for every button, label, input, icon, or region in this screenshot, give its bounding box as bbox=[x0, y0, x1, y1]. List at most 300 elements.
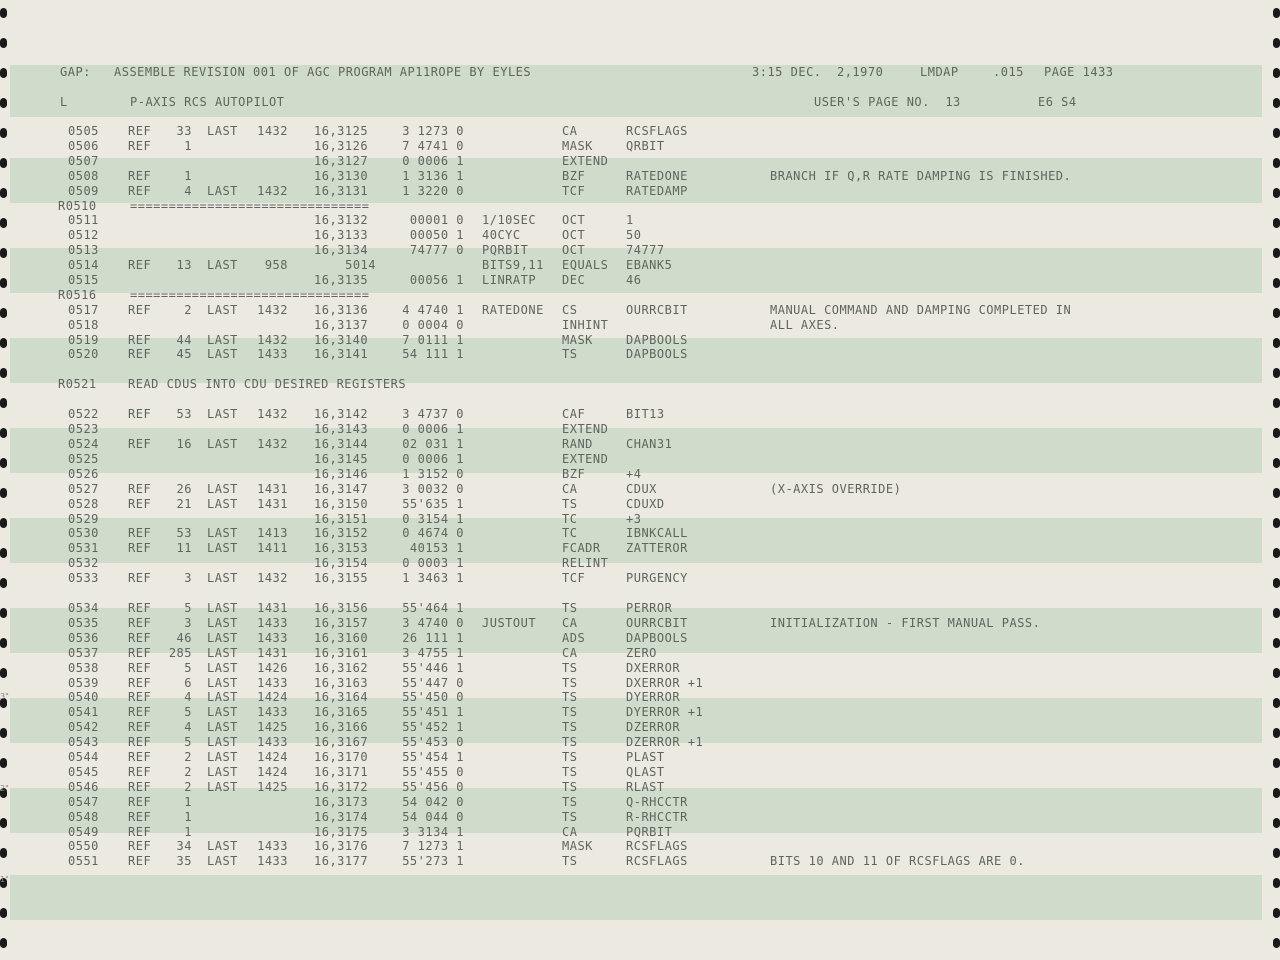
operand: R-RHCCTR bbox=[626, 810, 688, 824]
operand: RATEDAMP bbox=[626, 184, 688, 198]
line-number: 0511 bbox=[68, 213, 99, 227]
line-number: 0535 bbox=[68, 616, 99, 630]
address: 16,3157 bbox=[314, 616, 369, 630]
ref-label: REF bbox=[128, 690, 152, 704]
last-page: 1433 bbox=[257, 347, 288, 361]
last-page: 1413 bbox=[257, 526, 288, 540]
address: 16,3136 bbox=[314, 303, 369, 317]
operand: DYERROR bbox=[626, 690, 681, 704]
ref-label: REF bbox=[128, 541, 152, 555]
octal-code: 54 044 0 bbox=[402, 810, 464, 824]
ref-count: 13 bbox=[176, 258, 192, 272]
ref-count: 3 bbox=[184, 616, 192, 630]
opcode: BZF bbox=[562, 467, 586, 481]
ref-count: 16 bbox=[176, 437, 192, 451]
listing-row bbox=[0, 154, 1280, 169]
listing-row bbox=[0, 318, 1280, 333]
address: 16,3131 bbox=[314, 184, 369, 198]
margin-mark: 2" bbox=[0, 784, 9, 793]
tractor-hole bbox=[0, 938, 7, 948]
line-number: R0521 bbox=[58, 377, 97, 391]
octal-code: 1 3463 1 bbox=[402, 571, 464, 585]
opcode: TS bbox=[562, 810, 578, 824]
opcode: TS bbox=[562, 690, 578, 704]
address: 16,3137 bbox=[314, 318, 369, 332]
users-page-number: USER'S PAGE NO. 13 bbox=[814, 95, 961, 109]
opcode: EXTEND bbox=[562, 422, 609, 436]
line-number: 0507 bbox=[68, 154, 99, 168]
opcode: OCT bbox=[562, 213, 586, 227]
ref-count: 2 bbox=[184, 765, 192, 779]
line-number: 0526 bbox=[68, 467, 99, 481]
address: 16,3134 bbox=[314, 243, 369, 257]
opcode: TCF bbox=[562, 184, 586, 198]
ref-count: 44 bbox=[176, 333, 192, 347]
comment: BRANCH IF Q,R RATE DAMPING IS FINISHED. bbox=[770, 169, 1072, 183]
listing-row bbox=[0, 258, 1280, 273]
operand: RCSFLAGS bbox=[626, 854, 688, 868]
opcode: MASK bbox=[562, 139, 593, 153]
opcode: TS bbox=[562, 347, 578, 361]
last-label: LAST bbox=[207, 690, 238, 704]
operand: 46 bbox=[626, 273, 642, 287]
gap-label: GAP: bbox=[60, 65, 91, 79]
octal-code: 54 042 0 bbox=[402, 795, 464, 809]
line-number: 0515 bbox=[68, 273, 99, 287]
ref-count: 5 bbox=[184, 705, 192, 719]
octal-code: 55'453 0 bbox=[402, 735, 464, 749]
octal-code: 1 3136 1 bbox=[402, 169, 464, 183]
address: 16,3133 bbox=[314, 228, 369, 242]
address: 16,3156 bbox=[314, 601, 369, 615]
ref-label: REF bbox=[128, 839, 152, 853]
listing-row bbox=[0, 452, 1280, 467]
section-code: E6 S4 bbox=[1038, 95, 1077, 109]
operand: Q-RHCCTR bbox=[626, 795, 688, 809]
ref-label: REF bbox=[128, 810, 152, 824]
opcode: CAF bbox=[562, 407, 586, 421]
comment: BITS 10 AND 11 OF RCSFLAGS ARE 0. bbox=[770, 854, 1025, 868]
ref-label: REF bbox=[128, 437, 152, 451]
last-page: 1432 bbox=[257, 333, 288, 347]
ref-label: REF bbox=[128, 616, 152, 630]
opcode: RAND bbox=[562, 437, 593, 451]
ref-label: REF bbox=[128, 765, 152, 779]
tractor-hole bbox=[1273, 938, 1280, 948]
octal-code: 54 111 1 bbox=[402, 347, 464, 361]
octal-code: 0 0006 1 bbox=[402, 154, 464, 168]
log-code: L bbox=[60, 95, 68, 109]
address: 16,3161 bbox=[314, 646, 369, 660]
ref-count: 11 bbox=[176, 541, 192, 555]
address: 16,3145 bbox=[314, 452, 369, 466]
listing-row bbox=[0, 825, 1280, 840]
last-label: LAST bbox=[207, 676, 238, 690]
octal-code: 55'446 1 bbox=[402, 661, 464, 675]
listing-row bbox=[0, 854, 1280, 869]
octal-code: 1 3152 0 bbox=[402, 467, 464, 481]
last-page: 1432 bbox=[257, 437, 288, 451]
tractor-hole bbox=[0, 908, 7, 918]
last-page: 1432 bbox=[257, 571, 288, 585]
margin-mark: 1" bbox=[0, 875, 9, 884]
opcode: CA bbox=[562, 124, 578, 138]
ref-label: REF bbox=[128, 705, 152, 719]
line-number: 0533 bbox=[68, 571, 99, 585]
ref-count: 35 bbox=[176, 854, 192, 868]
ref-count: 1 bbox=[184, 139, 192, 153]
opcode: CS bbox=[562, 303, 578, 317]
ref-label: REF bbox=[128, 661, 152, 675]
opcode: OCT bbox=[562, 228, 586, 242]
line-number: 0549 bbox=[68, 825, 99, 839]
last-page: 1433 bbox=[257, 839, 288, 853]
opcode: DEC bbox=[562, 273, 586, 287]
line-number: 0538 bbox=[68, 661, 99, 675]
operand: OURRCBIT bbox=[626, 303, 688, 317]
symbol-label: BITS9,11 bbox=[482, 258, 544, 272]
opcode: TS bbox=[562, 780, 578, 794]
last-page: 1431 bbox=[257, 601, 288, 615]
listing-row bbox=[0, 497, 1280, 512]
ref-label: REF bbox=[128, 526, 152, 540]
tractor-hole bbox=[1273, 908, 1280, 918]
octal-code: 55'447 0 bbox=[402, 676, 464, 690]
listing-row bbox=[0, 303, 1280, 318]
opcode: TS bbox=[562, 795, 578, 809]
listing-row bbox=[0, 422, 1280, 437]
address: 16,3172 bbox=[314, 780, 369, 794]
listing-row bbox=[0, 347, 1280, 362]
operand: 1 bbox=[626, 213, 634, 227]
tractor-hole bbox=[0, 38, 7, 48]
line-number: R0516 bbox=[58, 288, 97, 302]
ref-count: 3 bbox=[184, 571, 192, 585]
opcode: RELINT bbox=[562, 556, 609, 570]
listing-row bbox=[0, 169, 1280, 184]
octal-code: 3 3134 1 bbox=[402, 825, 464, 839]
octal-code: 55'451 1 bbox=[402, 705, 464, 719]
address: 16,3175 bbox=[314, 825, 369, 839]
ref-count: 2 bbox=[184, 303, 192, 317]
octal-code: 55'456 0 bbox=[402, 780, 464, 794]
ref-count: 2 bbox=[184, 780, 192, 794]
address: 16,3154 bbox=[314, 556, 369, 570]
octal-code: 02 031 1 bbox=[402, 437, 464, 451]
octal-code: 55'464 1 bbox=[402, 601, 464, 615]
octal-code: 0 0004 0 bbox=[402, 318, 464, 332]
last-page: 1432 bbox=[257, 124, 288, 138]
last-page: 1411 bbox=[257, 541, 288, 555]
listing-row bbox=[0, 601, 1280, 616]
header-line bbox=[0, 65, 1280, 80]
address: 16,3132 bbox=[314, 213, 369, 227]
operand: DXERROR +1 bbox=[626, 676, 704, 690]
operand: 50 bbox=[626, 228, 642, 242]
address: 16,3167 bbox=[314, 735, 369, 749]
address: 16,3163 bbox=[314, 676, 369, 690]
line-number: 0520 bbox=[68, 347, 99, 361]
ref-count: 53 bbox=[176, 407, 192, 421]
line-number: 0518 bbox=[68, 318, 99, 332]
line-number: 0534 bbox=[68, 601, 99, 615]
listing-row bbox=[0, 810, 1280, 825]
ref-count: 5 bbox=[184, 735, 192, 749]
line-number: 0505 bbox=[68, 124, 99, 138]
line-number: 0512 bbox=[68, 228, 99, 242]
ref-count: 5 bbox=[184, 601, 192, 615]
ref-label: REF bbox=[128, 482, 152, 496]
ref-label: REF bbox=[128, 646, 152, 660]
section-line bbox=[0, 95, 1280, 110]
ref-label: REF bbox=[128, 720, 152, 734]
revision-number: .015 bbox=[993, 65, 1024, 79]
operand: RATEDONE bbox=[626, 169, 688, 183]
last-label: LAST bbox=[207, 482, 238, 496]
last-page: 1433 bbox=[257, 854, 288, 868]
line-number: R0510 bbox=[58, 199, 97, 213]
octal-code: 55'273 1 bbox=[402, 854, 464, 868]
operand: PERROR bbox=[626, 601, 673, 615]
address: 16,3173 bbox=[314, 795, 369, 809]
line-number: 0528 bbox=[68, 497, 99, 511]
octal-code: 3 4755 1 bbox=[402, 646, 464, 660]
listing-row bbox=[0, 213, 1280, 228]
last-label: LAST bbox=[207, 541, 238, 555]
opcode: TCF bbox=[562, 571, 586, 585]
listing-row bbox=[0, 795, 1280, 810]
last-label: LAST bbox=[207, 437, 238, 451]
last-page: 1433 bbox=[257, 631, 288, 645]
listing-row bbox=[0, 690, 1280, 705]
last-page: 1425 bbox=[257, 780, 288, 794]
line-number: 0550 bbox=[68, 839, 99, 853]
comment: (X-AXIS OVERRIDE) bbox=[770, 482, 902, 496]
listing-row bbox=[0, 228, 1280, 243]
address: 16,3141 bbox=[314, 347, 369, 361]
opcode: TS bbox=[562, 720, 578, 734]
ref-count: 4 bbox=[184, 690, 192, 704]
ref-count: 45 bbox=[176, 347, 192, 361]
last-page: 1432 bbox=[257, 184, 288, 198]
opcode: EXTEND bbox=[562, 154, 609, 168]
print-datetime: 3:15 DEC. 2,1970 bbox=[752, 65, 884, 79]
listing-row bbox=[0, 333, 1280, 348]
comment: MANUAL COMMAND AND DAMPING COMPLETED IN bbox=[770, 303, 1072, 317]
address: 16,3142 bbox=[314, 407, 369, 421]
octal-code: 00056 1 bbox=[409, 273, 464, 287]
opcode: TS bbox=[562, 735, 578, 749]
address: 5014 bbox=[345, 258, 376, 272]
listing-row bbox=[0, 631, 1280, 646]
ref-label: REF bbox=[128, 571, 152, 585]
line-number: 0506 bbox=[68, 139, 99, 153]
last-label: LAST bbox=[207, 765, 238, 779]
last-page: 1431 bbox=[257, 646, 288, 660]
listing-row bbox=[0, 139, 1280, 154]
address: 16,3176 bbox=[314, 839, 369, 853]
line-number: 0539 bbox=[68, 676, 99, 690]
opcode: INHINT bbox=[562, 318, 609, 332]
last-page: 1433 bbox=[257, 676, 288, 690]
ref-label: REF bbox=[128, 676, 152, 690]
opcode: TS bbox=[562, 705, 578, 719]
comment: ALL AXES. bbox=[770, 318, 840, 332]
address: 16,3143 bbox=[314, 422, 369, 436]
operand: DYERROR +1 bbox=[626, 705, 704, 719]
line-number: 0530 bbox=[68, 526, 99, 540]
last-page: 1431 bbox=[257, 482, 288, 496]
tractor-hole bbox=[1273, 878, 1280, 888]
operand: QLAST bbox=[626, 765, 665, 779]
operand: RLAST bbox=[626, 780, 665, 794]
last-page: 958 bbox=[264, 258, 288, 272]
operand: EBANK5 bbox=[626, 258, 673, 272]
separator-rule: =============================== bbox=[130, 199, 370, 213]
listing-row bbox=[0, 124, 1280, 139]
octal-code: 0 3154 1 bbox=[402, 512, 464, 526]
page-number: PAGE 1433 bbox=[1044, 65, 1114, 79]
listing-row bbox=[0, 780, 1280, 795]
listing-row bbox=[0, 720, 1280, 735]
ref-label: REF bbox=[128, 347, 152, 361]
operand: DXERROR bbox=[626, 661, 681, 675]
address: 16,3127 bbox=[314, 154, 369, 168]
symbol-label: PQRBIT bbox=[482, 243, 529, 257]
line-number: 0519 bbox=[68, 333, 99, 347]
separator-rule: =============================== bbox=[130, 288, 370, 302]
octal-code: 3 4737 0 bbox=[402, 407, 464, 421]
comment: INITIALIZATION - FIRST MANUAL PASS. bbox=[770, 616, 1041, 630]
listing-row bbox=[0, 735, 1280, 750]
octal-code: 55'635 1 bbox=[402, 497, 464, 511]
octal-code: 00001 0 bbox=[409, 213, 464, 227]
last-label: LAST bbox=[207, 347, 238, 361]
address: 16,3146 bbox=[314, 467, 369, 481]
opcode: TS bbox=[562, 854, 578, 868]
ref-count: 1 bbox=[184, 810, 192, 824]
symbol-label: 1/10SEC bbox=[482, 213, 537, 227]
octal-code: 00050 1 bbox=[409, 228, 464, 242]
opcode: TS bbox=[562, 676, 578, 690]
ref-label: REF bbox=[128, 601, 152, 615]
listing-row bbox=[0, 407, 1280, 422]
address: 16,3165 bbox=[314, 705, 369, 719]
opcode: BZF bbox=[562, 169, 586, 183]
operand: RCSFLAGS bbox=[626, 124, 688, 138]
line-number: 0508 bbox=[68, 169, 99, 183]
ref-count: 2 bbox=[184, 750, 192, 764]
line-number: 0546 bbox=[68, 780, 99, 794]
ref-count: 4 bbox=[184, 720, 192, 734]
operand: PQRBIT bbox=[626, 825, 673, 839]
line-number: 0513 bbox=[68, 243, 99, 257]
address: 16,3171 bbox=[314, 765, 369, 779]
listing-row bbox=[0, 199, 1280, 214]
opcode: EQUALS bbox=[562, 258, 609, 272]
octal-code: 55'452 1 bbox=[402, 720, 464, 734]
octal-code: 3 4740 0 bbox=[402, 616, 464, 630]
ref-count: 26 bbox=[176, 482, 192, 496]
listing-row bbox=[0, 526, 1280, 541]
symbol-label: JUSTOUT bbox=[482, 616, 537, 630]
last-label: LAST bbox=[207, 258, 238, 272]
ref-count: 1 bbox=[184, 169, 192, 183]
opcode: OCT bbox=[562, 243, 586, 257]
address: 16,3162 bbox=[314, 661, 369, 675]
ref-count: 6 bbox=[184, 676, 192, 690]
operand: BIT13 bbox=[626, 407, 665, 421]
line-number: 0527 bbox=[68, 482, 99, 496]
last-label: LAST bbox=[207, 735, 238, 749]
ref-label: REF bbox=[128, 303, 152, 317]
address: 16,3130 bbox=[314, 169, 369, 183]
address: 16,3155 bbox=[314, 571, 369, 585]
address: 16,3177 bbox=[314, 854, 369, 868]
octal-code: 7 1273 1 bbox=[402, 839, 464, 853]
operand: PLAST bbox=[626, 750, 665, 764]
last-label: LAST bbox=[207, 780, 238, 794]
address: 16,3151 bbox=[314, 512, 369, 526]
last-page: 1432 bbox=[257, 407, 288, 421]
symbol-label: RATEDONE bbox=[482, 303, 544, 317]
listing-row bbox=[0, 676, 1280, 691]
octal-code: 1 3220 0 bbox=[402, 184, 464, 198]
octal-code: 0 0006 1 bbox=[402, 422, 464, 436]
margin-mark: 3" bbox=[0, 692, 9, 701]
line-number: 0524 bbox=[68, 437, 99, 451]
operand: ZATTEROR bbox=[626, 541, 688, 555]
ref-label: REF bbox=[128, 258, 152, 272]
listing-row bbox=[0, 571, 1280, 586]
ref-label: REF bbox=[128, 825, 152, 839]
operand: RCSFLAGS bbox=[626, 839, 688, 853]
listing-row bbox=[0, 467, 1280, 482]
octal-code: 55'450 0 bbox=[402, 690, 464, 704]
operand: OURRCBIT bbox=[626, 616, 688, 630]
opcode: TC bbox=[562, 526, 578, 540]
last-label: LAST bbox=[207, 124, 238, 138]
line-number: 0548 bbox=[68, 810, 99, 824]
line-number: 0509 bbox=[68, 184, 99, 198]
listing-row bbox=[0, 750, 1280, 765]
ref-count: 285 bbox=[168, 646, 192, 660]
last-label: LAST bbox=[207, 661, 238, 675]
listing-row bbox=[0, 243, 1280, 258]
ref-count: 33 bbox=[176, 124, 192, 138]
line-number: 0542 bbox=[68, 720, 99, 734]
ref-label: REF bbox=[128, 631, 152, 645]
last-label: LAST bbox=[207, 631, 238, 645]
tractor-hole bbox=[1273, 38, 1280, 48]
address: 16,3126 bbox=[314, 139, 369, 153]
octal-code: 3 1273 0 bbox=[402, 124, 464, 138]
listing-row bbox=[0, 661, 1280, 676]
listing-row bbox=[0, 705, 1280, 720]
address: 16,3170 bbox=[314, 750, 369, 764]
ref-label: REF bbox=[128, 795, 152, 809]
listing-row bbox=[0, 184, 1280, 199]
last-label: LAST bbox=[207, 571, 238, 585]
last-label: LAST bbox=[207, 526, 238, 540]
operand: DZERROR bbox=[626, 720, 681, 734]
operand: DAPBOOLS bbox=[626, 333, 688, 347]
greenbar-band bbox=[10, 875, 1262, 920]
last-label: LAST bbox=[207, 616, 238, 630]
address: 16,3164 bbox=[314, 690, 369, 704]
last-label: LAST bbox=[207, 601, 238, 615]
listing-row bbox=[0, 556, 1280, 571]
